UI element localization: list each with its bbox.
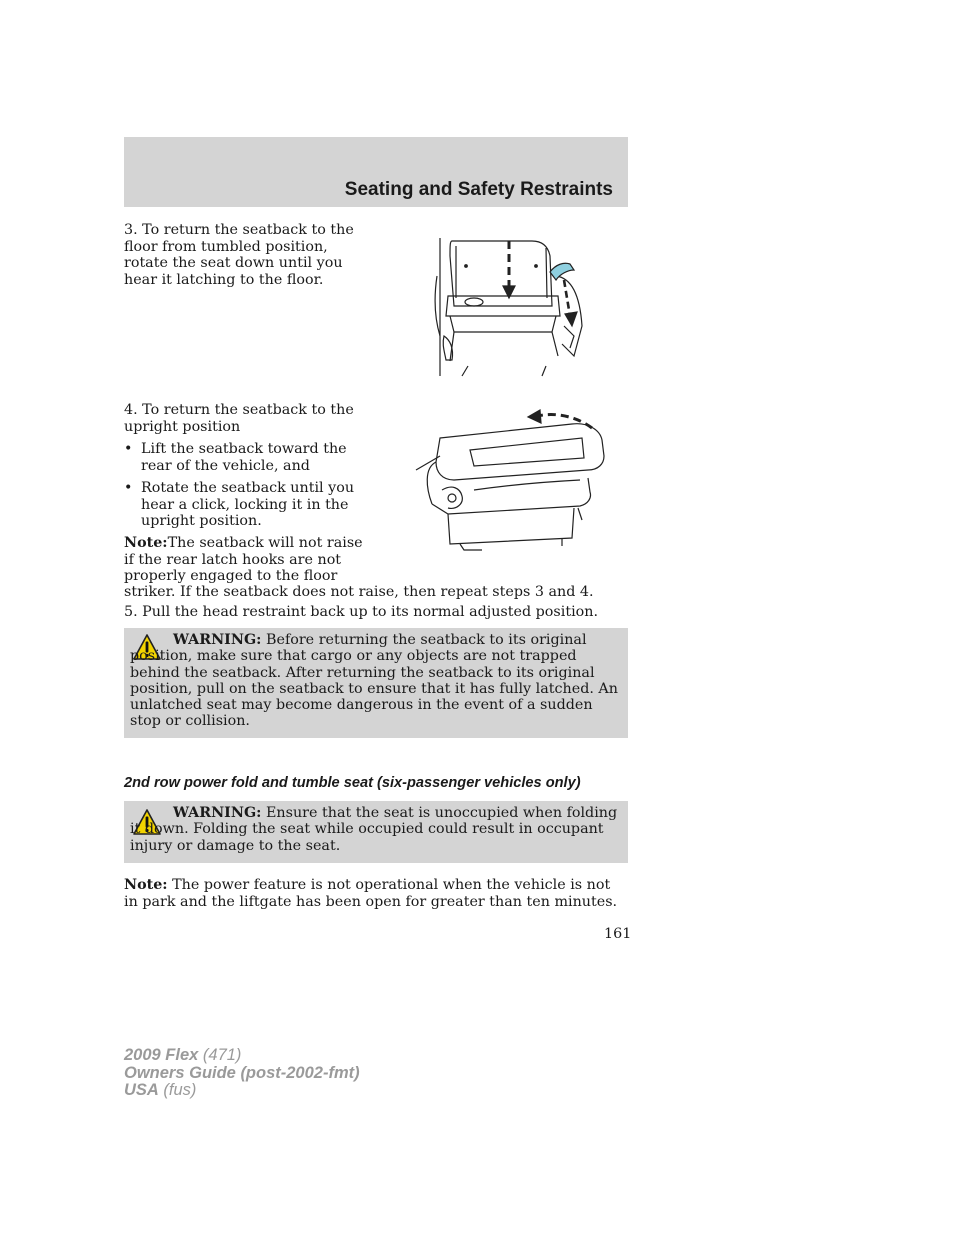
step-4-note-bottom: striker. If the seatback does not raise, then repeat steps 3 and 4. [124,584,594,600]
warning-box-2 [124,801,628,863]
warning-1-label: WARNING: [173,632,262,648]
footer-line-2: Owners Guide (post-2002-fmt) [124,1063,360,1082]
footer-line-3 [124,1082,360,1100]
footer-model-code: (471) [198,1046,242,1064]
power-feature-note [124,877,628,910]
warning-1-text [130,632,622,730]
step-4-bullet-2: Rotate the seatback until you hear a click, locking it in the upright position. [141,480,355,529]
footer-line-1 [124,1047,360,1065]
warning-box-1 [124,628,628,738]
step-4-bullet-1: Lift the seatback toward the rear of the vehicle, and [141,441,347,474]
step-5-text: 5. Pull the head restraint back up to its normal adjusted position. [124,604,598,620]
footer-market: USA [124,1081,159,1099]
warning-2-label: WARNING: [173,805,262,821]
section-header-band [124,137,628,207]
note-label: Note: [124,535,168,551]
bullet-dot: • [124,441,133,457]
section-title: Seating and Safety Restraints [344,179,613,200]
warning-1-body: Before returning the seatback to its original position, make sure that cargo or any objects are not trapped behind the seatback. After returning the seatback to its original position, pull on the seatback to ensure that it has fully latched. An unlatched seat may become dangerous in the event of a sudden stop or collision. [130,632,618,730]
footer-model: 2009 Flex [124,1046,199,1064]
step-4-intro: 4. To return the seatback to the upright position [124,402,354,435]
bullet-dot: • [124,480,133,496]
step-3-text: 3. To return the seatback to the floor from tumbled position, rotate the seat down until you hear it latching to the floor. [124,222,354,288]
note-2-text: The power feature is not operational when the vehicle is not in park and the liftgate has been open for greater than ten minutes. [124,877,618,910]
page-number: 161 [604,926,632,942]
document-footer [124,1047,360,1100]
footer-market-code: (fus) [158,1081,197,1099]
note-2-label: Note: [124,877,168,893]
step-4-note-top: Note:The seatback will not raise if the rear latch hooks are not properly engaged to the floor [124,535,363,584]
section-heading: 2nd row power fold and tumble seat (six-passenger vehicles only) [124,775,581,791]
seat-latch-illustration [432,236,592,381]
warning-2-body: Ensure that the seat is unoccupied when folding it down. Folding the seat while occupied could result in occupant injury or damage to the seat. [130,805,618,854]
seatback-upright-illustration [412,408,608,556]
warning-2-text [130,805,622,854]
